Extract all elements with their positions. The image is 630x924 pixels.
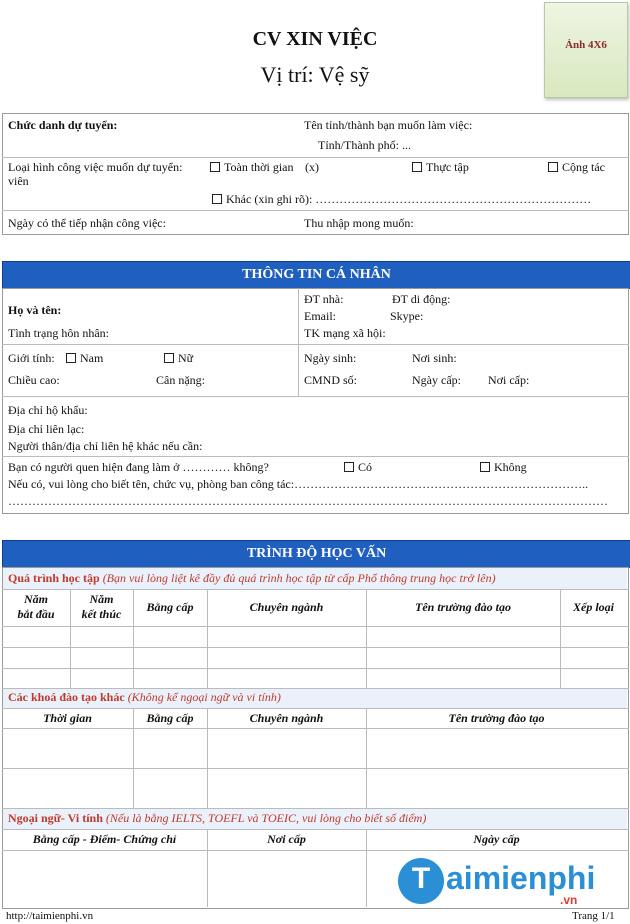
footer-url[interactable]: http://taimienphi.vn <box>6 910 94 922</box>
pob-label: Nơi sinh: <box>412 351 457 365</box>
perm-address-label: Địa chỉ hộ khẩu: <box>8 403 88 417</box>
skype-label: Skype: <box>390 309 424 323</box>
logo-tld: .vn <box>560 893 578 907</box>
mobile-label: ĐT di động: <box>392 292 451 306</box>
dotted-line: …………………………………………………………………………………………………………………………………… <box>8 494 608 508</box>
issue-date-label: Ngày cấp: <box>412 373 461 387</box>
photo-label: Ảnh 4X6 <box>565 39 607 51</box>
divider <box>2 647 629 648</box>
col-major: Chuyên ngành <box>249 711 324 725</box>
education-heading-bar <box>2 540 630 568</box>
province-value: Tỉnh/Thành phố: ... <box>318 138 411 152</box>
relative-label: Người thân/địa chỉ liên hệ khác nếu cần: <box>8 439 203 453</box>
collab-option[interactable]: Cộng tác <box>548 160 605 175</box>
col-rank: Xếp loại <box>573 600 614 614</box>
divider <box>2 829 629 830</box>
col-start-year: Năm bắt đầu <box>17 592 55 621</box>
checkbox-icon[interactable] <box>548 162 558 172</box>
fulltime-mark: (x) <box>305 160 319 174</box>
contact-address-label: Địa chỉ liên lạc: <box>8 422 85 436</box>
logo-mark: T <box>398 858 444 904</box>
issue-place-label: Nơi cấp: <box>488 373 530 387</box>
col-time: Thời gian <box>43 711 92 725</box>
divider <box>2 157 629 158</box>
col-major: Chuyên ngành <box>249 600 324 614</box>
weight-label: Cân nặng: <box>156 373 205 387</box>
checkbox-icon[interactable] <box>66 353 76 363</box>
divider <box>2 344 629 345</box>
salary-label: Thu nhập mong muốn: <box>304 216 414 230</box>
personal-heading-bar <box>2 261 630 289</box>
position-title: Vị trí: Vệ sỹ <box>260 62 370 87</box>
checkbox-icon[interactable] <box>164 353 174 363</box>
start-date-label: Ngày có thể tiếp nhận công việc: <box>8 216 166 230</box>
checkbox-icon[interactable] <box>480 462 490 472</box>
acquaintance-no-option[interactable]: Không <box>480 460 527 475</box>
col-end-year: Năm kết thúc <box>81 592 122 621</box>
gender-male-option[interactable]: Nam <box>66 351 103 366</box>
checkbox-icon[interactable] <box>212 194 222 204</box>
other-option[interactable]: Khác (xin ghi rõ): …………………………………………………………… <box>212 192 591 207</box>
photo-box <box>544 2 628 98</box>
intern-option[interactable]: Thực tập <box>412 160 469 175</box>
fulltime-option[interactable]: Toàn thời gian <box>210 160 294 175</box>
courses-subhead: Các khoá đào tạo khác (Không kể ngoại ngữ và vi tính) <box>8 690 281 704</box>
col-degree: Bằng cấp <box>146 711 194 725</box>
divider <box>2 210 629 211</box>
checkbox-icon[interactable] <box>412 162 422 172</box>
personal-heading: THÔNG TIN CÁ NHÂN <box>242 267 391 282</box>
divider <box>2 589 629 590</box>
col-degree: Bằng cấp <box>146 600 194 614</box>
divider <box>2 728 629 729</box>
position-label: Chức danh dự tuyển: <box>8 118 118 132</box>
col-issue-place: Nơi cấp <box>267 832 306 846</box>
divider <box>2 456 629 457</box>
gender-label: Giới tính: <box>8 351 55 365</box>
gender-female-option[interactable]: Nữ <box>164 351 193 366</box>
id-label: CMND số: <box>304 373 358 387</box>
checkbox-icon[interactable] <box>344 462 354 472</box>
acquaintance-yes-option[interactable]: Có <box>344 460 372 475</box>
divider <box>2 626 629 627</box>
col-school: Tên trường đào tạo <box>415 600 511 614</box>
lang-subhead: Ngoại ngữ- Vi tính (Nếu là bằng IELTS, TOEFL và TOEIC, vui lòng cho biết số điểm) <box>8 811 427 825</box>
social-label: TK mạng xã hội: <box>304 326 386 340</box>
fullname-label: Họ và tên: <box>8 303 62 317</box>
divider <box>2 708 629 709</box>
acquaintance-question: Bạn có người quen hiện đang làm ở ………… không? <box>8 460 269 474</box>
col-certificate: Bằng cấp - Điểm- Chứng chỉ <box>32 832 177 846</box>
logo-text: aimienphi <box>446 860 596 896</box>
acquaintance-detail: Nếu có, vui lòng cho biết tên, chức vụ, phòng ban công tác:……………………………………………………………….. <box>8 477 589 491</box>
divider <box>2 396 629 397</box>
jobtype-label-wrap: viên <box>8 174 29 188</box>
marital-label: Tình trạng hôn nhân: <box>8 326 109 340</box>
checkbox-icon[interactable] <box>210 162 220 172</box>
divider <box>2 668 629 669</box>
education-heading: TRÌNH ĐỘ HỌC VẤN <box>246 546 387 561</box>
divider <box>2 768 629 769</box>
divider <box>2 850 629 851</box>
col-issue-date: Ngày cấp <box>473 832 520 846</box>
height-label: Chiều cao: <box>8 373 60 387</box>
province-label: Tên tỉnh/thành bạn muốn làm việc: <box>304 118 473 132</box>
process-subhead: Quá trình học tập (Bạn vui lòng liệt kê đầy đủ quá trình học tập từ cấp Phổ thông trung học trở lên) <box>8 571 496 585</box>
col-school: Tên trường đào tạo <box>448 711 545 725</box>
email-label: Email: <box>304 309 336 323</box>
dob-label: Ngày sinh: <box>304 351 357 365</box>
page-number: Trang 1/1 <box>572 910 615 922</box>
divider <box>298 288 299 396</box>
cv-title: CV XIN VIỆC <box>252 28 378 50</box>
jobtype-label: Loại hình công việc muốn dự tuyển: <box>8 160 183 174</box>
home-phone-label: ĐT nhà: <box>304 292 344 306</box>
